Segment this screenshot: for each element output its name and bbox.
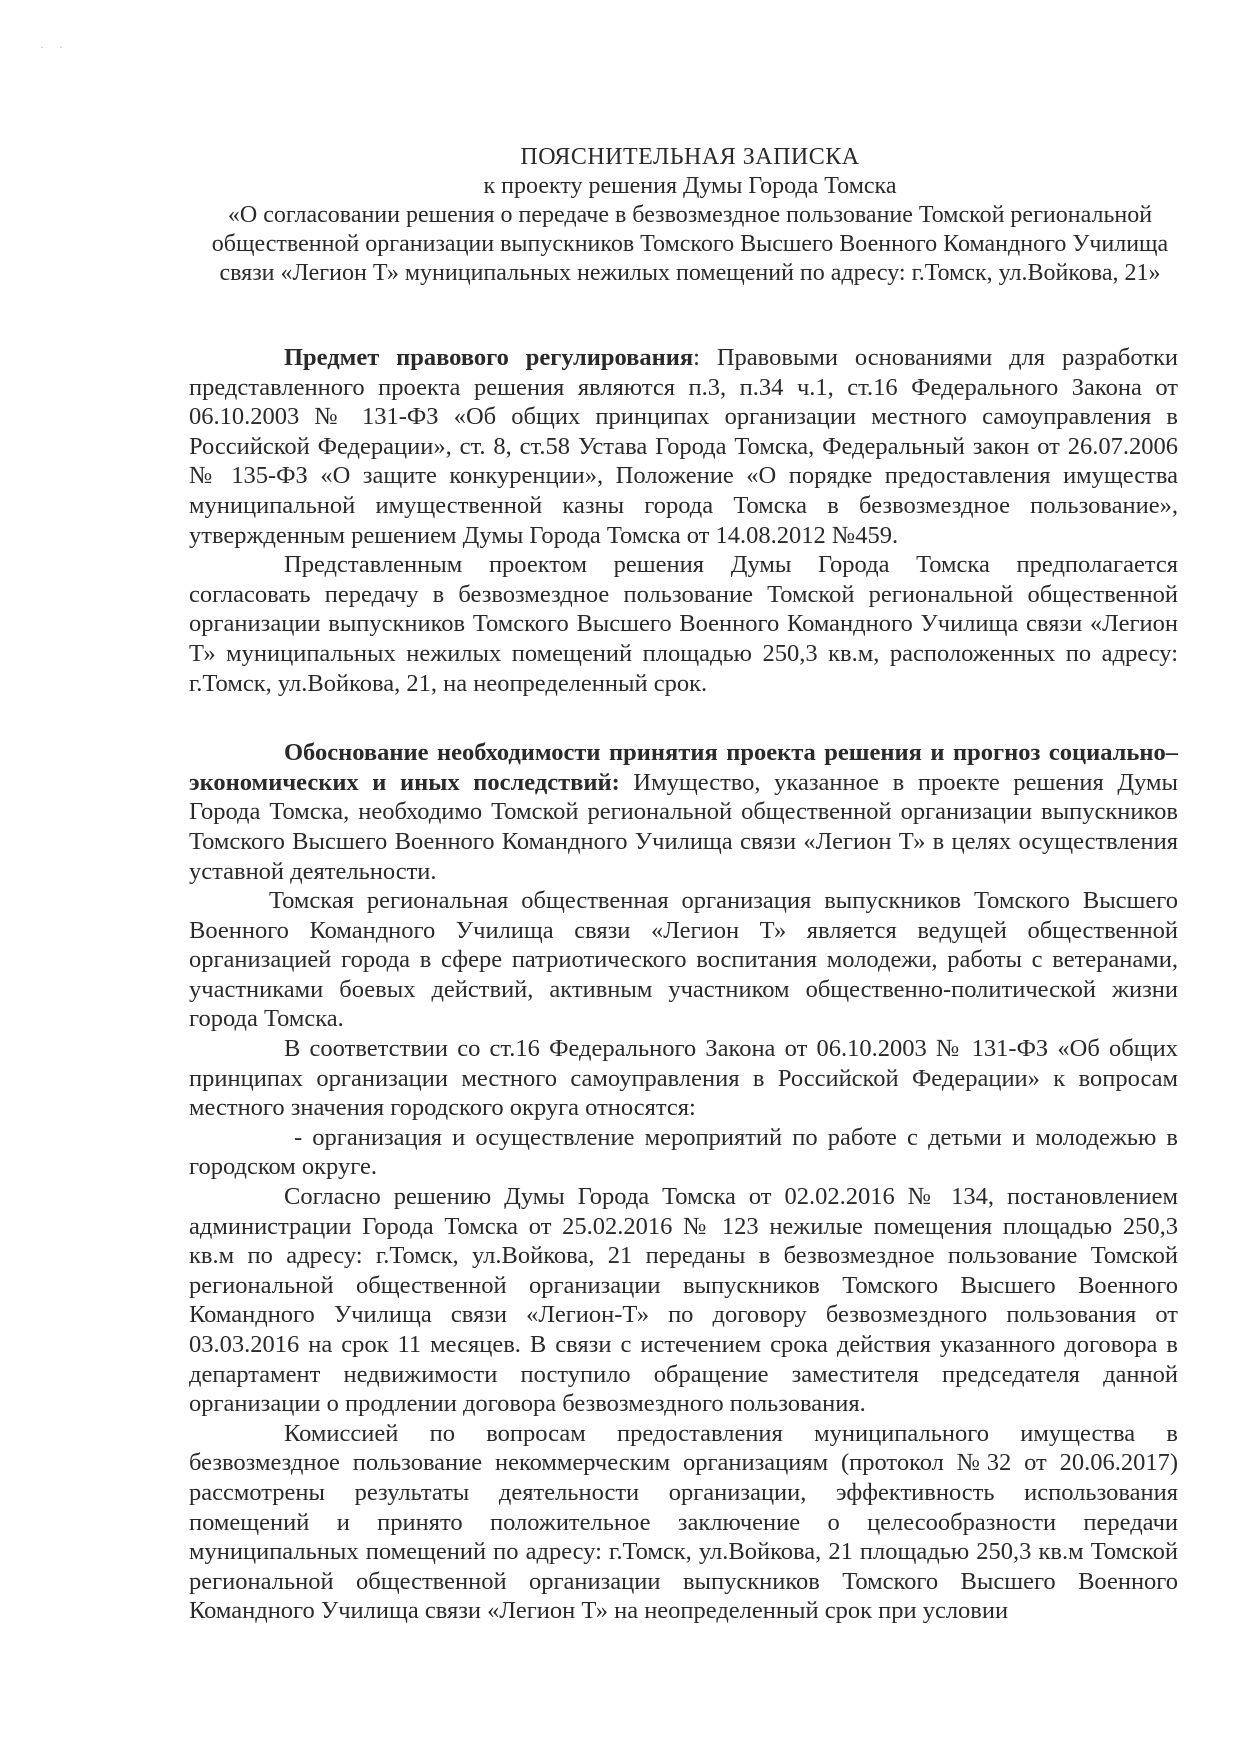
section2-paragraph6: Комиссией по вопросам предоставления муниципального имущества в безвозмездное пользование некоммерческим организациям (протокол №32 от 20.06.2017) рассмотрены результаты деятельности организации, эффективность использования помещений и принято положительное заключение о целесообразности передачи муниципальных помещений по адресу: г.Томск, ул.Войкова, 21 площадью 250,3 кв.м Томской региональной общественной организации выпускников Томского Высшего Военного Командного Училища связи «Легион Т» на неопределенный срок при условии [189,1419,1178,1625]
section2-paragraph5: Согласно решению Думы Города Томска от 02.02.2016 № 134, постановлением администрации Города Томска от 25.02.2016 № 123 нежилые помещения площадью 250,3 кв.м по адресу: г.Томск, ул.Войкова, 21 переданы в безвозмездное пользование Томской региональной общественной организации выпускников Томского Высшего Военного Командного Училища связи «Легион-Т» по договору безвозмездного пользования от 03.03.2016 на срок 11 месяцев. В связи с истечением срока действия указанного договора в департамент недвижимости поступило обращение заместителя председателя данной организации о продлении договора безвозмездного пользования. [189,1183,1178,1418]
scan-artifact: · · [40,40,69,54]
document-subtitle: к проекту решения Думы Города Томска [483,173,897,199]
section1-paragraph [189,343,1178,550]
section1-paragraph2: Представленным проектом решения Думы Города Томска предполагается согласовать передачу в безвозмездное пользование Томской региональной общественной организации выпускников Томского Высшего Военного Командного Училища связи «Легион Т» муниципальных нежилых помещений площадью 250,3 кв.м, расположенных по адресу: г.Томск, ул.Войкова, 21, на неопределенный срок. [189,551,1178,697]
section2-paragraph4: - организация и осуществление мероприятий по работе с детьми и молодежью в городском округе. [189,1123,1178,1181]
document-header [190,143,1190,288]
section1-heading: Предмет правового регулирования [284,344,694,371]
section1-text: : Правовыми основаниями для разработки представленного проекта решения являются п.3, п.34 ч.1, ст.16 Федерального Закона от 06.10.2003 № 131-ФЗ «Об общих принципах организации местного самоуправления в Российской Федерации», ст. 8, ст.58 Устава Города Томска, Федеральный закон от 26.07.2006 № 135-ФЗ «О защите конкуренции», Положение «О порядке предоставления имущества муниципальной имущественной казны города Томска в безвозмездное пользование», утвержденным решением Думы Города Томска от 14.08.2012 №459. [189,344,1178,549]
section2-text: Имущество, указанное в проекте решения Думы Города Томска, необходимо Томской региональной общественной организации выпускников Томского Высшего Военного Командного Училища связи «Легион Т» в целях осуществления уставной деятельности. [189,768,1179,885]
section2-heading: Обоснование необходимости принятия проекта решения и прогноз социально–экономических и иных последствий: [189,739,1178,796]
spacer [189,698,1178,738]
document-body [189,343,1178,1626]
document-subject: «О согласовании решения о передаче в безвозмездное пользование Томской региональной общественной организации выпускников Томского Высшего Военного Командного Училища связи «Легион Т» муниципальных нежилых помещений по адресу: г.Томск, ул.Войкова, 21» [211,202,1169,286]
section2-paragraph2: Томская региональная общественная организация выпускников Томского Высшего Военного Командного Училища связи «Легион Т» является ведущей общественной организацией города в сфере патриотического воспитания молодежи, работы с ветеранами, участниками боевых действий, активным участником общественно-политической жизни города Томска. [189,887,1178,1033]
section2-paragraph3: В соответствии со ст.16 Федерального Закона от 06.10.2003 № 131-ФЗ «Об общих принципах организации местного самоуправления в Российской Федерации» к вопросам местного значения городского округа относятся: [189,1035,1178,1122]
section2-paragraph [189,738,1178,886]
document-title: ПОЯСНИТЕЛЬНАЯ ЗАПИСКА [520,144,860,170]
